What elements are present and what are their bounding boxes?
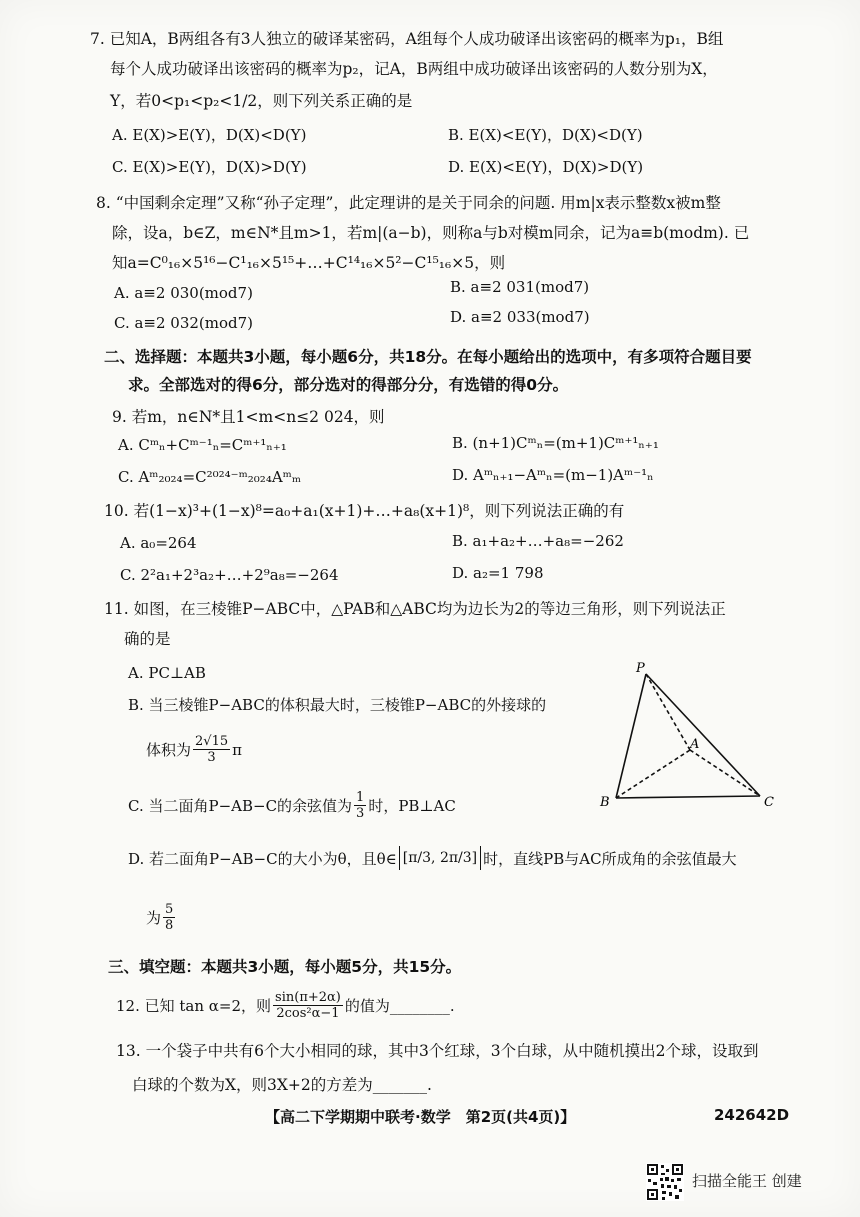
q7-option-d: D. E(X)<E(Y)，D(X)>D(Y) [448,158,644,176]
q11-d-prefix: D. 若二面角P−AB−C的大小为θ，且θ∈ [128,849,397,868]
edge-bc [616,796,760,798]
fraction-numerator: 1 [356,790,365,805]
tetrahedron-figure [598,660,788,810]
q8-line3: 知a=C⁰₁₆×5¹⁶−C¹₁₆×5¹⁵+…+C¹⁴₁₆×5²−C¹⁵₁₆×5，则 [112,254,506,272]
q8-option-a: A. a≡2 030(mod7) [114,284,253,302]
q12-suffix: 的值为________. [344,997,455,1015]
fraction-denominator: 3 [356,806,365,821]
q11-option-c [128,790,456,821]
q11-option-d-line2 [146,902,177,933]
q10-option-b: B. a₁+a₂+…+a₈=−262 [452,532,624,550]
page-footer: 【高二下学期期中联考·数学 第2页(共4页)】 [265,1108,576,1126]
edge-pa [646,674,690,750]
fraction-numerator: 2√15 [195,734,229,749]
q8-option-c: C. a≡2 032(mod7) [114,314,254,332]
q13-line2: 白球的个数为X，则3X+2的方差为_______. [132,1076,432,1094]
q8-line2: 除，设a，b∈Z，m∈N*且m>1，若m|(a−b)，则称a与b对模m同余，记为a≡b(modm). 已 [112,224,750,242]
fraction-denominator: 8 [165,918,174,933]
q8-option-d: D. a≡2 033(mod7) [450,308,590,326]
q8-line1: 8. “中国剩余定理”又称“孙子定理”，此定理讲的是关于同余的问题. 用m|x表示整数x被m整 [96,194,721,212]
q11-b-suffix: π [232,740,242,759]
vertex-p-label: P [636,661,645,676]
q11-option-d [128,846,737,870]
q12-line [116,990,455,1021]
q11-e-fraction [163,902,175,933]
q11-e-prefix: 为 [146,909,162,927]
q11-c-fraction [354,790,366,821]
q7-line1: 7. 已知A，B两组各有3人独立的破译某密码，A组每个人成功破译出该密码的概率为p₁，B组 [90,30,724,48]
q12-prefix: 12. 已知 tan α=2，则 [116,997,272,1015]
fraction-numerator: sin(π+2α) [275,990,341,1005]
section-2-instructions: 求。全部选对的得6分，部分选对的得部分分，有选错的得0分。 [128,376,569,394]
q11-d-interval: [π/3, 2π/3] [399,846,481,870]
vertex-a-label: A [690,737,700,752]
q9-option-a: A. Cᵐₙ+Cᵐ⁻¹ₙ=Cᵐ⁺¹ₙ₊₁ [118,436,287,454]
exam-code: 242642D [714,1106,790,1124]
vertex-c-label: C [764,795,774,810]
scanner-watermark: 扫描全能王 创建 [692,1172,802,1190]
q11-b-fraction [193,734,230,765]
qr-code-icon [646,1163,684,1201]
q11-d-suffix: 时，直线PB与AC所成角的余弦值最大 [483,849,737,868]
q11-line1: 11. 如图，在三棱锥P−ABC中，△PAB和△ABC均为边长为2的等边三角形，则下列说法正 [104,600,726,618]
q10-option-a: A. a₀=264 [120,534,197,552]
q11-c-prefix: C. 当二面角P−AB−C的余弦值为 [128,797,353,815]
fraction-denominator: 2cos²α−1 [276,1006,340,1021]
q10-option-c: C. 2²a₁+2³a₂+…+2⁹a₈=−264 [120,566,339,584]
q9-line1: 9. 若m，n∈N*且1<m<n≤2 024，则 [112,408,385,426]
q7-option-c: C. E(X)>E(Y)，D(X)>D(Y) [112,158,307,176]
section-3-heading: 三、填空题：本题共3小题，每小题5分，共15分。 [108,958,462,976]
edge-pb [616,674,646,798]
q11-b-prefix: 体积为 [146,741,192,759]
q11-option-a: A. PC⊥AB [128,664,206,682]
q10-line1: 10. 若(1−x)³+(1−x)⁸=a₀+a₁(x+1)+…+a₈(x+1)⁸，则下列说法正确的有 [104,502,625,520]
q13-line1: 13. 一个袋子中共有6个大小相同的球，其中3个红球，3个白球，从中随机摸出2个球，设取到 [116,1042,759,1060]
q9-option-b: B. (n+1)Cᵐₙ=(m+1)Cᵐ⁺¹ₙ₊₁ [452,434,659,452]
q12-fraction [273,990,343,1021]
q11-option-b-line2 [146,734,242,765]
section-2-heading: 二、选择题：本题共3小题，每小题6分，共18分。在每小题给出的选项中，有多项符合题目要 [104,348,752,366]
vertex-b-label: B [600,795,610,810]
q9-option-d: D. Aᵐₙ₊₁−Aᵐₙ=(m−1)Aᵐ⁻¹ₙ [452,466,654,484]
q7-option-a: A. E(X)>E(Y)，D(X)<D(Y) [112,126,307,144]
q7-option-b: B. E(X)<E(Y)，D(X)<D(Y) [448,126,643,144]
q11-c-suffix: 时，PB⊥AC [368,797,456,815]
q7-line2: 每个人成功破译出该密码的概率为p₂，记A，B两组中成功破译出该密码的人数分别为X， [110,60,718,78]
q7-line3: Y，若0<p₁<p₂<1/2，则下列关系正确的是 [110,92,413,110]
edge-ac [690,750,760,796]
q8-option-b: B. a≡2 031(mod7) [450,278,590,296]
q9-option-c: C. Aᵐ₂₀₂₄=C²⁰²⁴⁻ᵐ₂₀₂₄Aᵐₘ [118,468,302,486]
edge-ba [616,750,690,798]
q10-option-d: D. a₂=1 798 [452,564,544,582]
edge-pc [646,674,760,796]
q11-line2: 确的是 [124,630,171,648]
fraction-numerator: 5 [165,902,174,917]
q11-option-b-line1: B. 当三棱锥P−ABC的体积最大时，三棱锥P−ABC的外接球的 [128,696,547,714]
fraction-denominator: 3 [207,750,216,765]
